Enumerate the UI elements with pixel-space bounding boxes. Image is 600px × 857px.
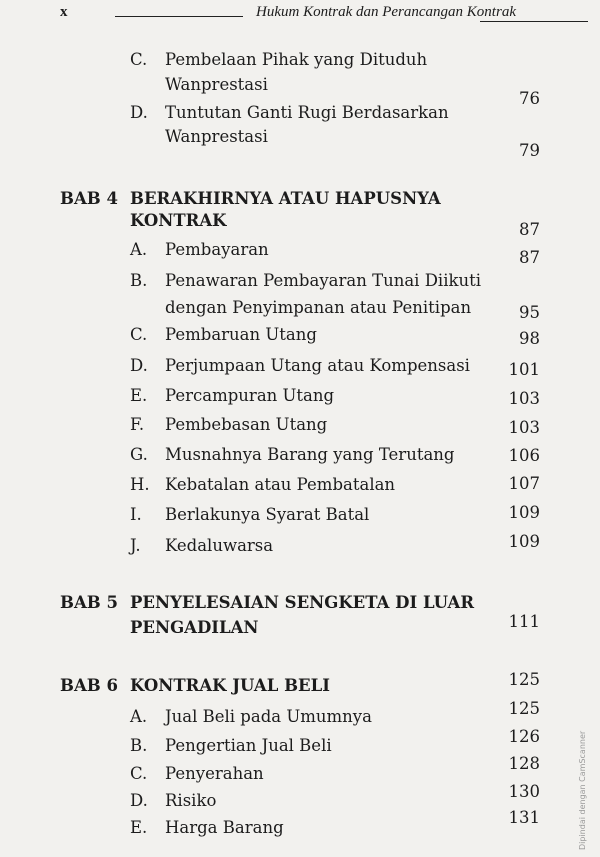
book-title: Hukum Kontrak dan Perancangan Kontrak (256, 4, 516, 20)
chapter-label: BAB 6 (60, 676, 118, 695)
scanner-watermark: Dipindai dengan CamScanner (578, 730, 587, 850)
toc-page: x Hukum Kontrak dan Perancangan Kontrak C. Pembelaan Pihak yang Dituduh Wanprestasi 76 D. Tuntutan Ganti Rugi Berdasarkan Wanprestasi 79 BAB 4 BERAKHIRNYA ATAU HAPUSNYA KONTRAK 87 A. Pembayaran 87 B. Penawaran Pembayaran Tunai Diikuti dengan Penyimpanan atau Penitipan 95 C. Pembaruan Utang 98 D. Perjumpaan Utang atau Kompensasi 101 E. Percampuran Utang 103 F. Pembebasan Utang 103 G. Musnahnya Barang yang Terutang 106 H. Kebatalan atau Pembatalan 107 I. Berlakunya Syarat Batal 109 J. Kedaluwarsa 109 BAB 5 PENYELESAIAN SENGKETA DI LUAR PENGADILAN 111 BAB 6 KONTRAK JUAL BELI 125 A. Jual Beli pada Umumnya 125 B. Pengertian Jual Beli 126 C. Penyerahan 128 D. Risiko 130 E. Harga Barang 131 Dipindai dengan CamScanner (0, 0, 600, 857)
chapter-title: PENYELESAIAN SENGKETA DI LUAR (130, 593, 475, 612)
header-rule-left (115, 16, 243, 17)
chapter-label: BAB 4 (60, 189, 118, 208)
toc-entry-text: Pembelaan Pihak yang Dituduh (165, 50, 428, 69)
page-number: x (60, 4, 68, 20)
chapter-title: KONTRAK JUAL BELI (130, 676, 330, 695)
toc-entry-text: Tuntutan Ganti Rugi Berdasarkan (165, 103, 449, 122)
running-header (60, 4, 590, 28)
header-rule-right (480, 21, 588, 22)
chapter-title: BERAKHIRNYA ATAU HAPUSNYA (130, 189, 441, 208)
chapter-label: BAB 5 (60, 593, 118, 612)
